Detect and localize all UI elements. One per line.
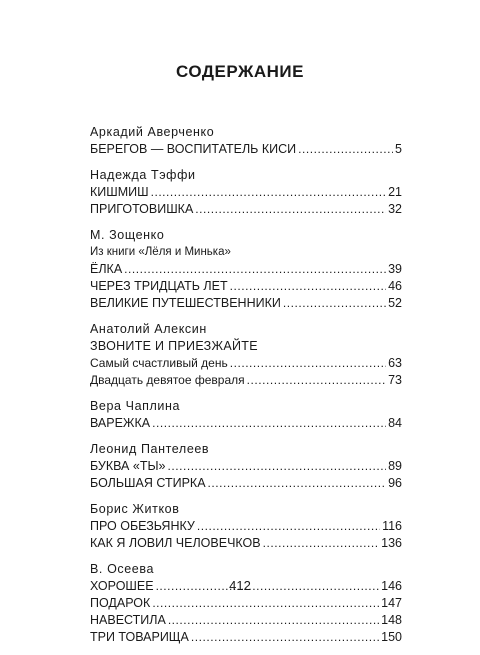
dot-leader <box>167 458 386 474</box>
toc-section <box>90 124 402 158</box>
toc-entry[interactable] <box>90 141 402 158</box>
author-name: М. Зощенко <box>90 228 165 242</box>
dot-leader <box>230 355 386 371</box>
dot-leader <box>247 372 386 388</box>
entry-title: ВЕЛИКИЕ ПУТЕШЕСТВЕННИКИ <box>90 296 281 310</box>
toc-entry[interactable] <box>90 184 402 201</box>
author-name: Аркадий Аверченко <box>90 125 215 139</box>
toc-entry[interactable] <box>90 355 402 372</box>
entry-title: Двадцать девятое февраля <box>90 373 245 387</box>
entry-title: ЧЕРЕЗ ТРИДЦАТЬ ЛЕТ <box>90 279 228 293</box>
entry-page-number: 5 <box>395 142 402 156</box>
toc-entry[interactable] <box>90 261 402 278</box>
toc-entry[interactable] <box>90 595 402 612</box>
toc-section <box>90 561 402 646</box>
dot-leader <box>197 518 380 534</box>
entry-page-number: 46 <box>388 279 402 293</box>
entry-title: БЕРЕГОВ — ВОСПИТАТЕЛЬ КИСИ <box>90 142 297 156</box>
entry-page-number: 147 <box>381 596 402 610</box>
toc-section <box>90 167 402 218</box>
entry-title: ПРИГОТОВИШКА <box>90 202 194 216</box>
toc-entry[interactable] <box>90 535 402 552</box>
dot-leader <box>263 535 380 551</box>
author-name: Надежда Тэффи <box>90 168 196 182</box>
toc-section <box>90 227 402 312</box>
entry-title: БУКВА «ТЫ» <box>90 459 166 473</box>
entry-title: КИШМИШ <box>90 185 149 199</box>
entry-title: ТРИ ТОВАРИЩА <box>90 630 189 644</box>
toc-entry[interactable] <box>90 612 402 629</box>
entry-page-number: 63 <box>388 356 402 370</box>
dot-leader <box>152 595 379 611</box>
toc-section <box>90 398 402 432</box>
entry-page-number: 148 <box>381 613 402 627</box>
entry-page-number: 39 <box>388 262 402 276</box>
toc-section <box>90 321 402 389</box>
entry-page-number: 96 <box>388 476 402 490</box>
entry-page-number: 32 <box>388 202 402 216</box>
author-name: Анатолий Алексин <box>90 322 207 336</box>
dot-leader <box>208 475 387 491</box>
entry-page-number: 146 <box>381 579 402 593</box>
entry-title: БОЛЬШАЯ СТИРКА <box>90 476 206 490</box>
entry-page-number: 136 <box>381 536 402 550</box>
dot-leader <box>151 184 387 200</box>
toc-entry[interactable] <box>90 201 402 218</box>
author-name: Вера Чаплина <box>90 399 181 413</box>
entry-title: НАВЕСТИЛА <box>90 613 166 627</box>
toc-entry[interactable] <box>90 458 402 475</box>
page-number: 412 <box>229 578 251 593</box>
toc-entry[interactable] <box>90 372 402 389</box>
toc-entry[interactable] <box>90 415 402 432</box>
entry-title: ЁЛКА <box>90 262 123 276</box>
dot-leader <box>152 415 386 431</box>
entry-page-number: 116 <box>382 519 402 533</box>
table-of-contents <box>90 124 402 655</box>
dot-leader <box>124 261 386 277</box>
dot-leader <box>195 201 386 217</box>
entry-title: ПОДАРОК <box>90 596 151 610</box>
entry-title: КАК Я ЛОВИЛ ЧЕЛОВЕЧКОВ <box>90 536 261 550</box>
author-name: Борис Житков <box>90 502 180 516</box>
toc-entry[interactable] <box>90 295 402 312</box>
entry-page-number: 52 <box>388 296 402 310</box>
entry-page-number: 21 <box>388 185 402 199</box>
toc-section <box>90 501 402 552</box>
dot-leader <box>191 629 379 645</box>
entry-title: ХОРОШЕЕ <box>90 579 154 593</box>
toc-entry[interactable] <box>90 278 402 295</box>
entry-title: Самый счастливый день <box>90 356 228 370</box>
dot-leader <box>230 278 386 294</box>
dot-leader <box>283 295 386 311</box>
entry-title: ПРО ОБЕЗЬЯНКУ <box>90 519 195 533</box>
page-title: СОДЕРЖАНИЕ <box>176 62 304 81</box>
toc-entry[interactable] <box>90 518 402 535</box>
toc-entry[interactable] <box>90 475 402 492</box>
dot-leader <box>298 141 393 157</box>
collection-subtitle: Из книги «Лёля и Минька» <box>90 246 231 258</box>
entry-title: ВАРЕЖКА <box>90 416 151 430</box>
entry-page-number: 84 <box>388 416 402 430</box>
entry-page-number: 73 <box>388 373 402 387</box>
author-name: В. Осеева <box>90 562 155 576</box>
collection-title: ЗВОНИТЕ И ПРИЕЗЖАЙТЕ <box>90 339 258 353</box>
toc-section <box>90 441 402 492</box>
entry-page-number: 89 <box>388 459 402 473</box>
author-name: Леонид Пантелеев <box>90 442 210 456</box>
entry-page-number: 150 <box>381 630 402 644</box>
toc-entry[interactable] <box>90 629 402 646</box>
dot-leader <box>168 612 379 628</box>
